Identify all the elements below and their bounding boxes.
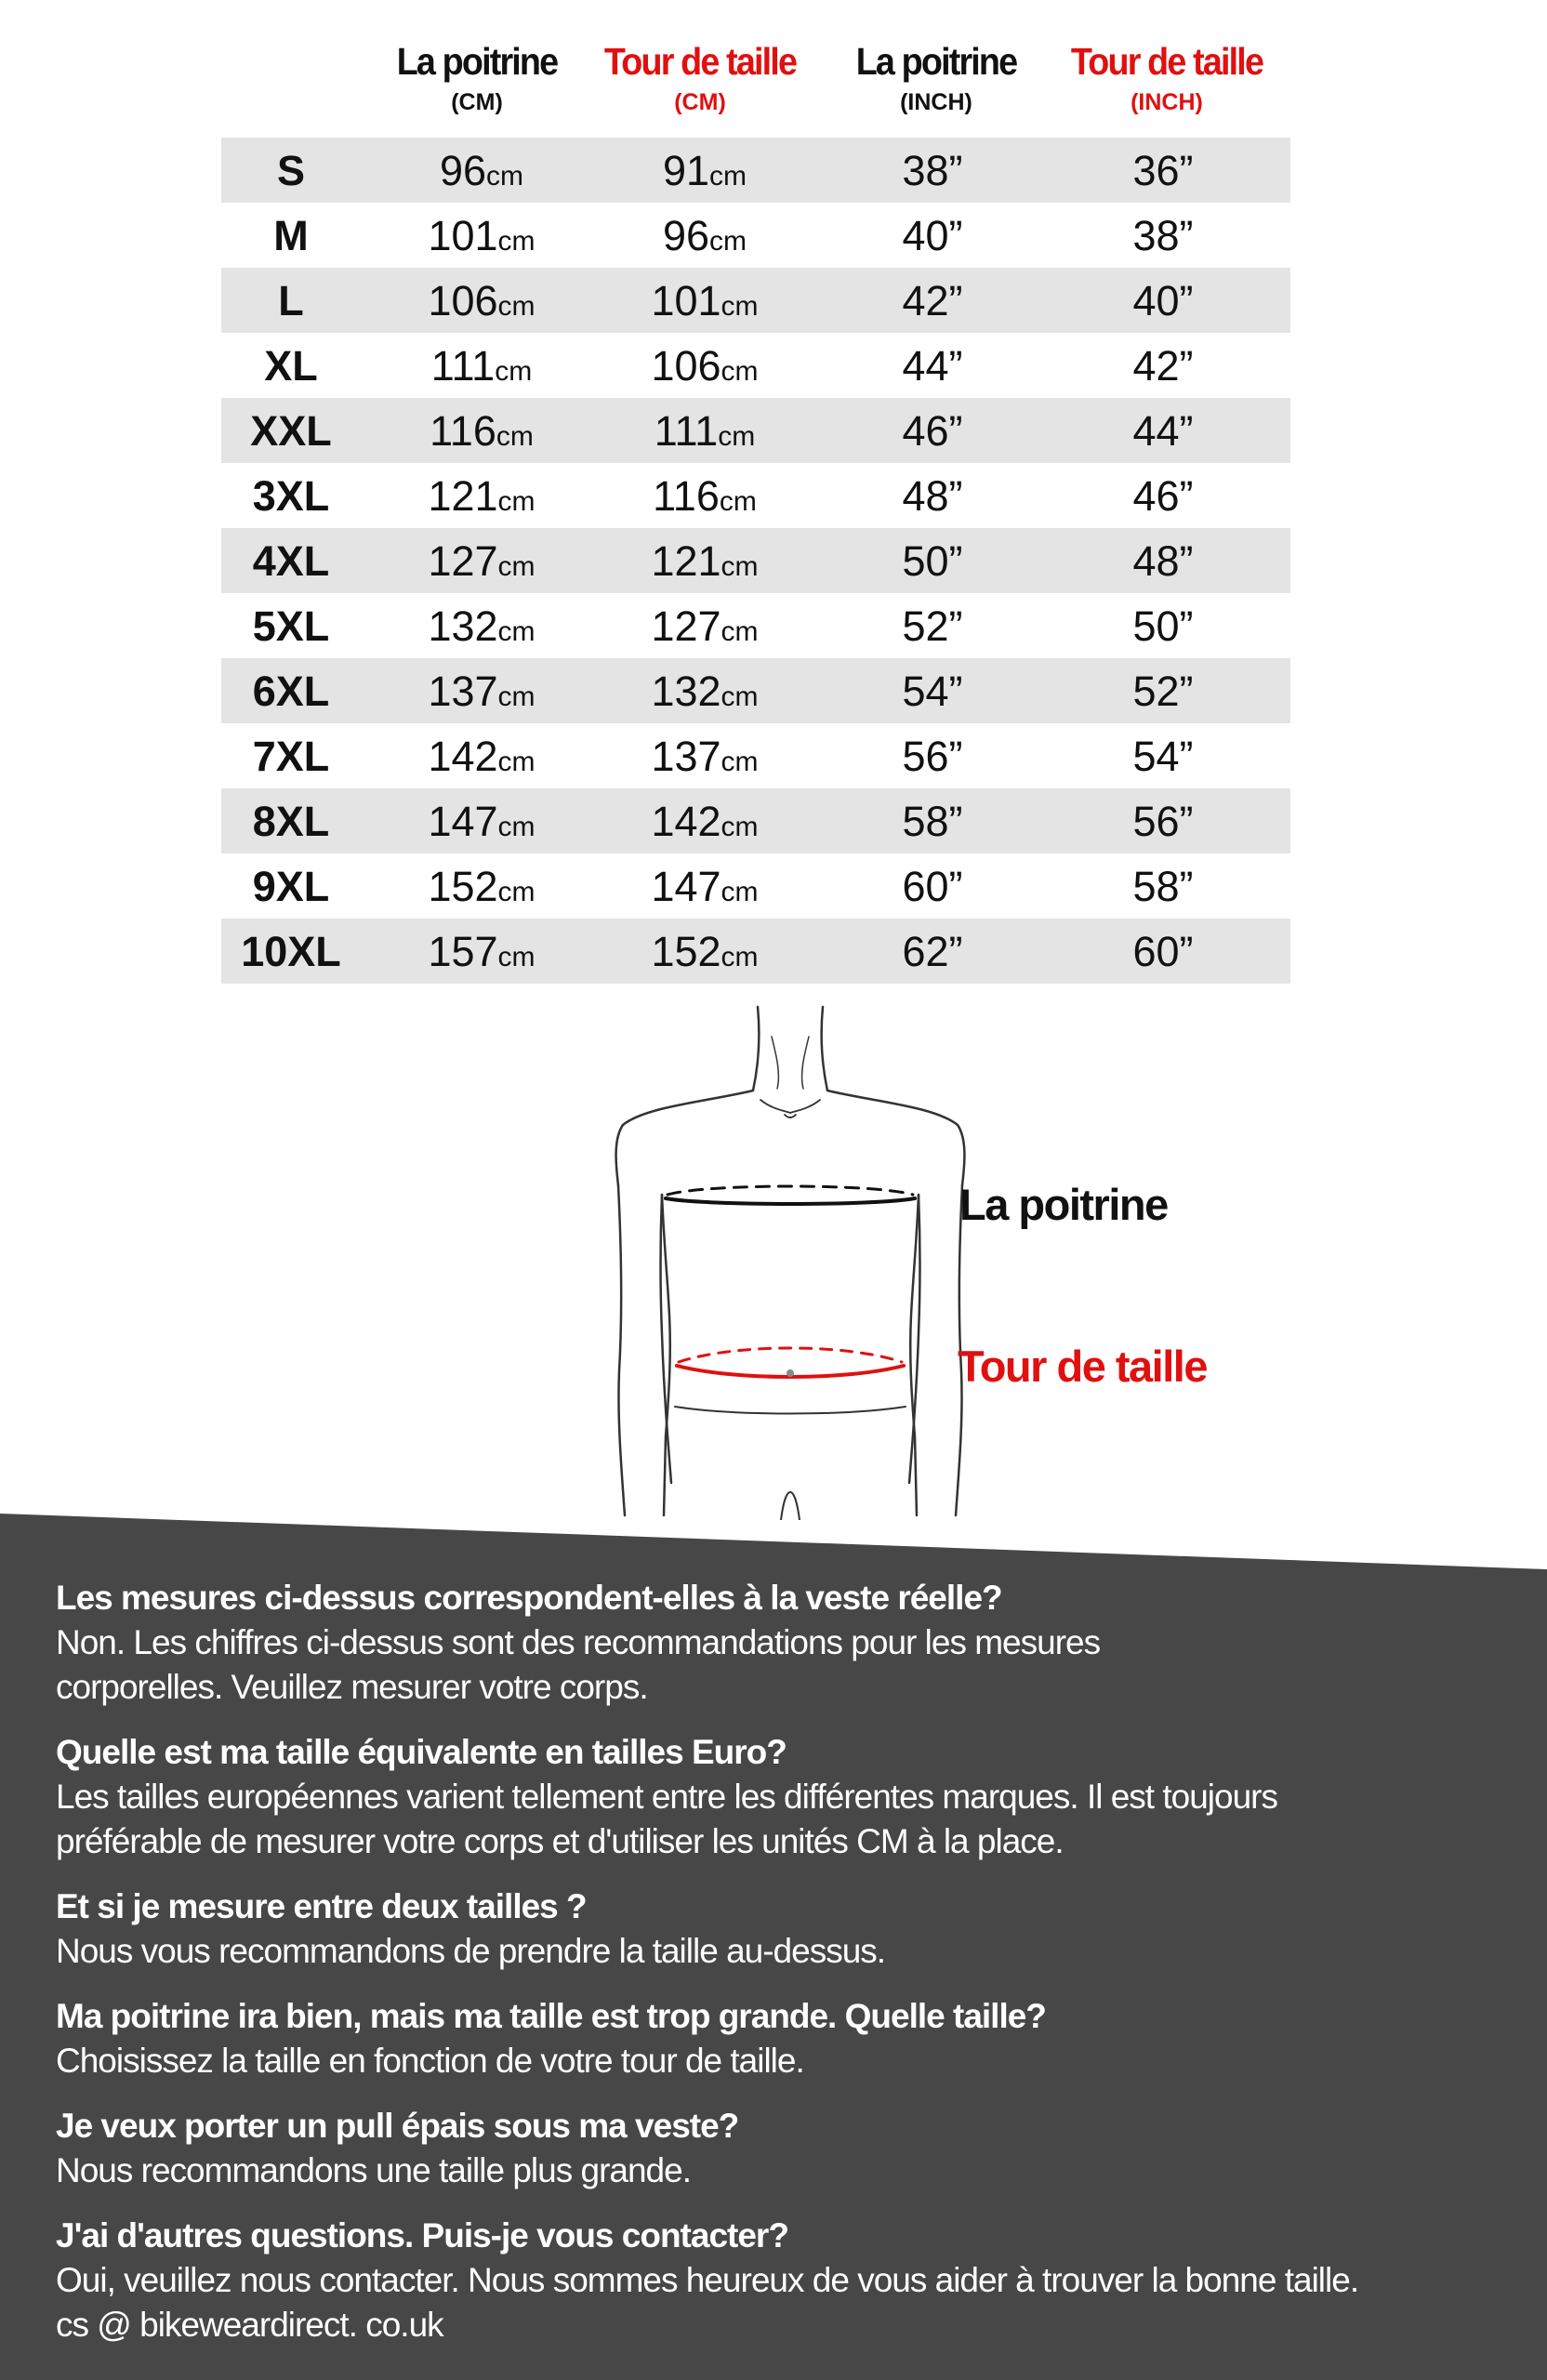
cell-value: 91	[662, 147, 710, 194]
unit-cm: cm	[497, 747, 536, 777]
faq-item	[56, 2104, 1506, 2193]
cell-value: XXL	[250, 407, 332, 455]
cell-value: 96	[439, 147, 487, 194]
unit-cm: cm	[721, 356, 759, 387]
cell-value: 48”	[1132, 537, 1194, 585]
cell-value: 116	[653, 472, 720, 520]
cell-value: 127	[651, 602, 721, 650]
cell-value: M	[273, 212, 309, 259]
cell-value: 52”	[1132, 668, 1194, 715]
unit-cm: cm	[721, 616, 759, 647]
unit-cm: cm	[497, 812, 536, 842]
cell-value: 106	[428, 277, 498, 324]
cell-value: 9XL	[252, 863, 330, 910]
unit-cm: cm	[497, 616, 536, 647]
cell-value: 152	[651, 928, 721, 975]
cell-value: XL	[264, 342, 318, 390]
cell-value: 60”	[902, 863, 963, 910]
cell-value: 52”	[902, 602, 963, 650]
unit-cm: cm	[486, 161, 524, 192]
cell-value: 38”	[902, 147, 963, 194]
cell-value: 6XL	[252, 668, 330, 715]
cell-value: 48”	[902, 472, 963, 520]
cell-value: 137	[651, 733, 721, 780]
cell-value: 46”	[902, 407, 963, 455]
faq-question: Ma poitrine ira bien, mais ma taille est trop grande. Quelle taille?	[56, 1997, 1046, 2035]
unit-cm: cm	[709, 161, 747, 192]
faq-question: Quelle est ma taille équivalente en tailles Euro?	[56, 1733, 787, 1771]
unit-cm: cm	[709, 226, 747, 257]
cell-value: 56”	[1132, 798, 1194, 845]
faq-question: J'ai d'autres questions. Puis-je vous contacter?	[56, 2216, 788, 2254]
chest-label: La poitrine	[959, 1180, 1168, 1229]
unit-cm: cm	[721, 877, 759, 907]
header-unit: (CM)	[674, 89, 726, 115]
cell-value: 62”	[902, 928, 963, 975]
cell-value: 54”	[1132, 733, 1194, 780]
unit-cm: cm	[496, 421, 534, 452]
header-title: Tour de taille	[603, 40, 797, 83]
faq-question: Je veux porter un pull épais sous ma veste?	[56, 2107, 739, 2145]
header-title: La poitrine	[396, 40, 558, 83]
cell-value: 50”	[1132, 602, 1194, 650]
cell-value: 106	[651, 342, 721, 390]
cell-value: 46”	[1132, 472, 1194, 520]
unit-cm: cm	[497, 942, 536, 972]
cell-value: 10XL	[241, 928, 341, 975]
unit-cm: cm	[497, 551, 536, 582]
unit-cm: cm	[497, 226, 536, 257]
unit-cm: cm	[721, 551, 759, 582]
unit-cm: cm	[721, 942, 759, 972]
cell-value: 40”	[902, 212, 963, 259]
faq-answer: Nous vous recommandons de prendre la taille au-dessus.	[56, 1932, 886, 1970]
header-unit: (INCH)	[900, 89, 972, 115]
cell-value: 50”	[902, 537, 963, 585]
unit-cm: cm	[721, 747, 759, 777]
cell-value: 157	[428, 928, 498, 975]
cell-value: L	[278, 277, 304, 324]
cell-value: 132	[651, 668, 721, 715]
cell-value: 127	[428, 537, 498, 585]
unit-cm: cm	[497, 486, 536, 517]
cell-value: 54”	[902, 668, 963, 715]
header-title: La poitrine	[855, 40, 1017, 83]
cell-value: 142	[428, 733, 498, 780]
unit-cm: cm	[497, 291, 536, 322]
faq-item	[56, 1576, 1506, 1710]
cell-value: 4XL	[252, 537, 330, 585]
faq-question: Et si je mesure entre deux tailles ?	[56, 1887, 587, 1925]
cell-value: 101	[428, 212, 498, 259]
unit-cm: cm	[721, 291, 759, 322]
cell-value: 40”	[1132, 277, 1194, 324]
faq-answer: Les tailles européennes varient tellement entre les différentes marques. Il est toujours préférable de mesurer votre corps et d'utiliser les unités CM à la place.	[56, 1778, 1277, 1860]
cell-value: 38”	[1132, 212, 1194, 259]
cell-value: 147	[651, 863, 721, 910]
header-unit: (INCH)	[1130, 89, 1203, 115]
cell-value: 111	[654, 407, 719, 455]
waist-label: Tour de taille	[958, 1342, 1207, 1391]
cell-value: 42”	[1132, 342, 1194, 390]
unit-cm: cm	[721, 681, 759, 712]
cell-value: 42”	[902, 277, 963, 324]
unit-cm: cm	[497, 877, 536, 907]
header-unit: (CM)	[451, 89, 503, 115]
faq-item	[56, 2214, 1506, 2347]
faq-item	[56, 1730, 1506, 1864]
cell-value: 132	[428, 602, 498, 650]
cell-value: 58”	[902, 798, 963, 845]
cell-value: 116	[430, 407, 496, 455]
faq-item	[56, 1884, 1506, 1974]
cell-value: 121	[428, 472, 498, 520]
faq-item	[56, 1994, 1506, 2083]
cell-value: 44”	[902, 342, 963, 390]
cell-value: 152	[428, 863, 498, 910]
header-title: Tour de taille	[1070, 40, 1263, 83]
unit-cm: cm	[719, 486, 757, 517]
cell-value: 147	[428, 798, 498, 845]
faq-question: Les mesures ci-dessus correspondent-elles à la veste réelle?	[56, 1579, 1002, 1617]
cell-value: 3XL	[252, 472, 330, 520]
faq-answer: Choisissez la taille en fonction de votre tour de taille.	[56, 2042, 804, 2080]
unit-cm: cm	[495, 356, 533, 387]
faq-answer: Non. Les chiffres ci-dessus sont des recommandations pour les mesures corporelles. Veuillez mesurer votre corps.	[56, 1623, 1101, 1706]
unit-cm: cm	[718, 421, 756, 452]
cell-value: 137	[428, 668, 498, 715]
cell-value: 56”	[902, 733, 963, 780]
cell-value: 7XL	[252, 733, 330, 780]
unit-cm: cm	[497, 681, 536, 712]
faq-section	[56, 1576, 1506, 2368]
faq-answer: Oui, veuillez nous contacter. Nous sommes heureux de vous aider à trouver la bonne taille. cs @ bikeweardirect. co.uk	[56, 2261, 1359, 2344]
cell-value: 8XL	[252, 798, 330, 845]
cell-value: 101	[651, 277, 721, 324]
cell-value: 142	[651, 798, 721, 845]
cell-value: 96	[662, 212, 710, 259]
cell-value: 60”	[1132, 928, 1194, 975]
cell-value: 44”	[1132, 407, 1194, 455]
cell-value: 58”	[1132, 863, 1194, 910]
cell-value: S	[276, 147, 305, 194]
cell-value: 36”	[1132, 147, 1194, 194]
faq-answer: Nous recommandons une taille plus grande.	[56, 2151, 691, 2189]
cell-value: 111	[430, 342, 496, 390]
cell-value: 5XL	[252, 602, 330, 650]
unit-cm: cm	[721, 812, 759, 842]
cell-value: 121	[651, 537, 721, 585]
